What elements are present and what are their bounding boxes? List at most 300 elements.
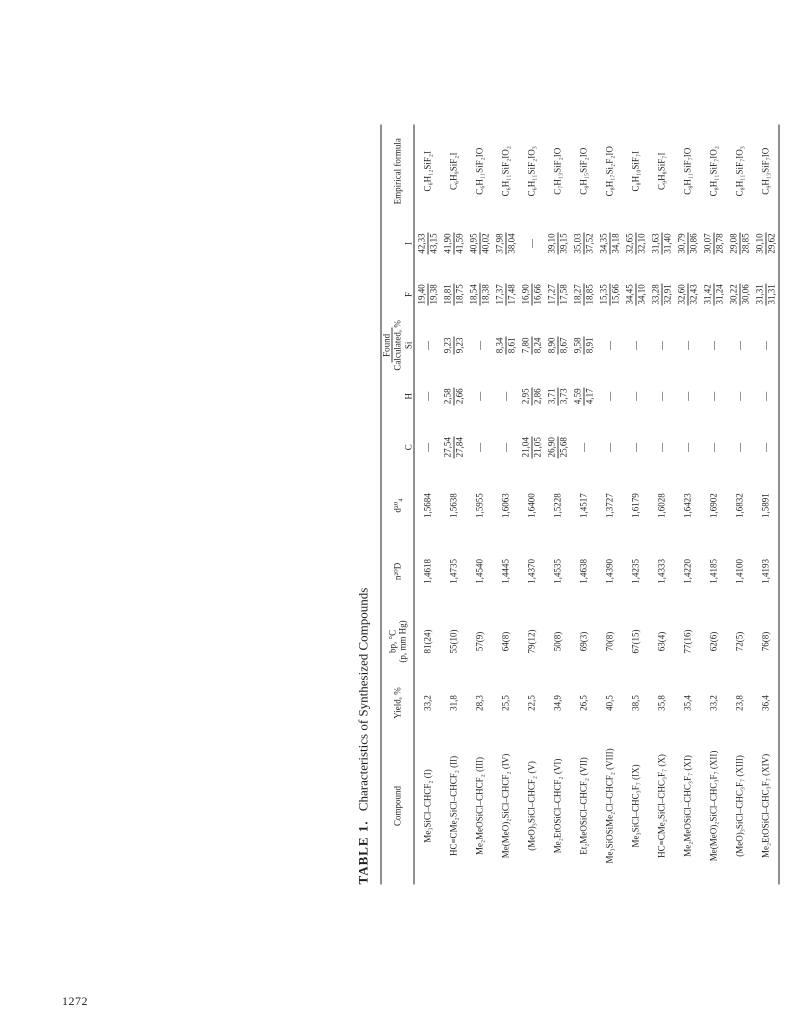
yield-cell: 34,9: [552, 695, 563, 711]
i-found-calculated: [625, 232, 647, 254]
f-found-value: 18,54: [468, 284, 479, 305]
formula-cell: C₆H₁₁SiF₂IO: [474, 147, 485, 195]
i-content-cell: [675, 218, 701, 269]
yield-cell: 33,2: [708, 695, 719, 711]
i-found-calculated: [469, 232, 491, 254]
c-content-cell: —: [708, 442, 719, 452]
header-calculated: Calculated: [392, 332, 403, 371]
h-content-cell: [545, 371, 571, 422]
si-content-cell: —: [708, 340, 719, 350]
f-content-cell: [623, 269, 649, 320]
f-content-cell: [467, 269, 493, 320]
bp-cell: 79(12): [526, 629, 537, 654]
i-calculated-value: 40,02: [480, 233, 491, 254]
i-content-cell: [753, 218, 780, 269]
i-found-calculated: [573, 232, 595, 254]
table-body: [414, 125, 779, 885]
f-found-calculated: [547, 283, 569, 305]
si-calculated-value: 8,61: [506, 337, 517, 354]
c-content-cell: —: [753, 422, 780, 473]
h-found-value: 2,58: [442, 388, 453, 405]
si-calculated-value: 8,24: [532, 337, 543, 354]
header-bp-pressure: (p, mm Hg): [397, 620, 408, 663]
f-found-calculated: [703, 283, 725, 305]
f-found-value: 16,90: [520, 284, 531, 305]
si-content-cell: [571, 320, 597, 371]
compound-cell: Me₃SiCl–CHCF₂ (I): [422, 769, 433, 843]
table-row: [597, 125, 623, 885]
header-i: I: [403, 218, 414, 269]
table-row: [545, 125, 571, 885]
i-found-value: 30,10: [754, 233, 765, 254]
si-content-cell: [519, 320, 545, 371]
i-found-value: 42,33: [416, 233, 427, 254]
f-found-calculated: [443, 283, 465, 305]
si-found-value: 9,58: [572, 337, 583, 354]
i-calculated-value: 30,86: [688, 233, 699, 254]
formula-cell: C₈H₁₁SiF₇IO: [682, 147, 693, 195]
h-calculated-value: 3,73: [558, 388, 569, 405]
refractive-index-cell: 1,4220: [682, 559, 693, 584]
density-cell: 1,4517: [578, 493, 589, 518]
density-cell: 1,5955: [474, 493, 485, 518]
formula-cell: C₆H₁₁SiF₂IO₂: [500, 146, 511, 197]
compound-cell: Et₂MeOSiCl–CHCF₂ (VII): [578, 757, 589, 855]
f-found-value: 34,45: [624, 284, 635, 305]
c-content-cell: —: [500, 442, 511, 452]
refractive-index-cell: 1,4100: [734, 559, 745, 584]
bp-cell: 76(8): [753, 604, 780, 678]
i-found-calculated: [599, 232, 621, 254]
i-content-cell: —: [526, 238, 537, 248]
i-found-calculated: [547, 232, 569, 254]
yield-cell: 36,4: [753, 679, 780, 728]
table-row: [649, 125, 675, 885]
i-found-value: 31,63: [650, 233, 661, 254]
c-content-cell: —: [656, 442, 667, 452]
header-found-calculated: [381, 218, 393, 473]
compound-cell: Me(MeO)₂SiCl–CHC₃F₇ (XII): [708, 750, 719, 862]
formula-cell: C₈H₁₀SiF₇I: [630, 150, 641, 192]
yield-cell: 28,3: [474, 695, 485, 711]
f-calculated-value: 17,58: [558, 284, 569, 305]
table-row: [623, 125, 649, 885]
f-content-cell: [701, 269, 727, 320]
si-found-value: 9,23: [442, 337, 453, 354]
yield-cell: 35,8: [656, 695, 667, 711]
c-found-calculated: [547, 436, 569, 458]
compound-cell: Me₂MeOSiCl–CHCF₂ (III): [474, 756, 485, 855]
si-found-value: 7,80: [520, 337, 531, 354]
table-row: [414, 125, 441, 885]
bp-cell: 57(9): [474, 631, 485, 652]
refractive-index-cell: 1,4535: [552, 559, 563, 584]
compound-cell: Me₂EtOSiCl–CHC₃F₇ (XIV): [753, 727, 780, 884]
f-found-calculated: [729, 283, 751, 305]
page-number: 1272: [62, 994, 88, 1008]
bp-cell: 70(8): [604, 631, 615, 652]
header-h: H: [403, 371, 414, 422]
f-found-value: 31,42: [702, 284, 713, 305]
formula-cell: C₉H₈SiF₇I: [656, 152, 667, 190]
i-found-calculated: [417, 232, 439, 254]
i-calculated-value: 28,85: [740, 233, 751, 254]
header-bp-label: bp, °C: [387, 629, 398, 653]
h-calculated-value: 2,86: [532, 388, 543, 405]
yield-cell: 25,5: [500, 695, 511, 711]
i-found-value: 30,07: [702, 233, 713, 254]
h-found-calculated: [443, 387, 465, 405]
i-calculated-value: 39,15: [558, 233, 569, 254]
si-content-cell: —: [474, 340, 485, 350]
si-content-cell: —: [734, 340, 745, 350]
bp-cell: 67(15): [630, 629, 641, 654]
table-row: [493, 125, 519, 885]
bp-cell: 81(24): [422, 629, 433, 654]
header-c: C: [403, 422, 414, 473]
formula-cell: C₆H₁₂SiF₂I: [422, 150, 433, 192]
i-content-cell: [727, 218, 753, 269]
bp-cell: 64(8): [500, 631, 511, 652]
i-found-value: 37,98: [494, 233, 505, 254]
si-calculated-value: 8,67: [558, 337, 569, 354]
c-content-cell: —: [734, 442, 745, 452]
i-calculated-value: 29,62: [766, 233, 777, 254]
table-row: [727, 125, 753, 885]
table-row: [467, 125, 493, 885]
i-found-value: 34,35: [598, 233, 609, 254]
formula-cell: C₉H₁₃SiF₇IO: [753, 125, 780, 219]
f-calculated-value: 17,48: [506, 284, 517, 305]
h-content-cell: —: [422, 391, 433, 401]
header-compound: Compound: [381, 727, 414, 884]
i-content-cell: [571, 218, 597, 269]
compound-cell: Me(MeO)₂SiCl–CHCF₂ (IV): [500, 753, 511, 859]
i-content-cell: [649, 218, 675, 269]
h-calculated-value: 4,17: [584, 388, 595, 405]
yield-cell: 38,5: [630, 695, 641, 711]
f-found-value: 30,22: [728, 284, 739, 305]
yield-cell: 33,2: [422, 695, 433, 711]
formula-cell: C₆H₉SiF₂I: [448, 152, 459, 190]
refractive-index-cell: 1,4185: [708, 559, 719, 584]
h-content-cell: [519, 371, 545, 422]
i-found-calculated: [755, 232, 777, 254]
i-calculated-value: 32,10: [636, 233, 647, 254]
f-content-cell: [597, 269, 623, 320]
header-refractive-index: n²⁰D: [381, 539, 414, 605]
f-calculated-value: 16,66: [532, 284, 543, 305]
si-content-cell: [545, 320, 571, 371]
compound-cell: (MeO)₃SiCl–CHCF₂ (V): [526, 761, 537, 851]
refractive-index-cell: 1,4370: [526, 559, 537, 584]
compound-cell: HC≡CMe₂SiCl–CHC₃F₇ (X): [656, 754, 667, 858]
f-found-calculated: [625, 283, 647, 305]
si-content-cell: —: [656, 340, 667, 350]
compound-cell: Me₂MeOSiCl–CHC₃F₇ (XI): [682, 755, 693, 857]
h-content-cell: —: [753, 371, 780, 422]
c-calculated-value: 27,84: [454, 437, 465, 458]
f-calculated-value: 18,38: [480, 284, 491, 305]
bp-cell: 77(16): [682, 629, 693, 654]
si-content-cell: —: [422, 340, 433, 350]
f-found-calculated: [521, 283, 543, 305]
density-cell: 1,5638: [448, 493, 459, 518]
f-found-calculated: [417, 283, 439, 305]
c-found-calculated: [443, 436, 465, 458]
f-found-value: 19,40: [416, 284, 427, 305]
si-found-calculated: [443, 336, 465, 354]
si-content-cell: —: [630, 340, 641, 350]
f-found-calculated: [495, 283, 517, 305]
density-cell: 1,6832: [734, 493, 745, 518]
i-calculated-value: 31,40: [662, 233, 673, 254]
bp-cell: 63(4): [656, 631, 667, 652]
f-found-calculated: [651, 283, 673, 305]
c-found-value: 27,54: [442, 437, 453, 458]
table-row: [701, 125, 727, 885]
density-cell: 1,6400: [526, 493, 537, 518]
si-content-cell: [493, 320, 519, 371]
formula-cell: C₈H₁₁SiF₇IO₂: [708, 146, 719, 197]
data-table: [381, 125, 780, 885]
h-content-cell: —: [708, 391, 719, 401]
f-found-value: 31,31: [754, 284, 765, 305]
density-cell: 1,6028: [656, 493, 667, 518]
formula-cell: C₈H₁₁SiF₇IO₃: [734, 146, 745, 197]
header-percent: , %: [392, 320, 403, 333]
f-calculated-value: 32,43: [688, 284, 699, 305]
f-calculated-value: 18,75: [454, 284, 465, 305]
i-found-calculated: [729, 232, 751, 254]
i-calculated-value: 41,59: [454, 233, 465, 254]
refractive-index-cell: 1,4445: [500, 559, 511, 584]
header-calculated-row: [393, 218, 403, 473]
c-found-calculated: [521, 436, 543, 458]
h-content-cell: —: [682, 391, 693, 401]
yield-cell: 22,5: [526, 695, 537, 711]
c-calculated-value: 21,05: [532, 437, 543, 458]
si-found-value: 8,90: [546, 337, 557, 354]
yield-cell: 26,5: [578, 695, 589, 711]
f-calculated-value: 31,24: [714, 284, 725, 305]
i-found-calculated: [495, 232, 517, 254]
f-calculated-value: 19,38: [428, 284, 439, 305]
refractive-index-cell: 1,4235: [630, 559, 641, 584]
f-calculated-value: 15,66: [610, 284, 621, 305]
c-content-cell: —: [474, 442, 485, 452]
h-found-value: 3,71: [546, 388, 557, 405]
c-content-cell: —: [578, 442, 589, 452]
f-content-cell: [493, 269, 519, 320]
i-found-value: 30,79: [676, 233, 687, 254]
i-content-cell: [623, 218, 649, 269]
i-content-cell: [467, 218, 493, 269]
f-found-calculated: [469, 283, 491, 305]
f-content-cell: [519, 269, 545, 320]
compound-cell: HC≡CMe₂SiCl–CHCF₂ (II): [448, 755, 459, 857]
table-row: [519, 125, 545, 885]
f-found-value: 32,60: [676, 284, 687, 305]
header-found: Found: [382, 328, 393, 363]
refractive-index-cell: 1,4540: [474, 559, 485, 584]
f-found-calculated: [599, 283, 621, 305]
f-calculated-value: 31,31: [766, 284, 777, 305]
i-found-calculated: [703, 232, 725, 254]
h-content-cell: —: [656, 391, 667, 401]
h-found-value: 4,59: [572, 388, 583, 405]
si-content-cell: —: [604, 340, 615, 350]
formula-cell: C₇H₁₃SiF₂IO: [552, 147, 563, 195]
si-found-calculated: [573, 336, 595, 354]
compound-cell: (MeO)₃SiCl–CHC₃F₇ (XIII): [734, 755, 745, 857]
header-density: d²⁰₄: [381, 473, 414, 539]
f-found-value: 18,27: [572, 284, 583, 305]
i-content-cell: [441, 218, 467, 269]
refractive-index-cell: 1,4333: [656, 559, 667, 584]
h-found-calculated: [547, 387, 569, 405]
density-cell: 1,6063: [500, 493, 511, 518]
h-calculated-value: 2,66: [454, 388, 465, 405]
density-cell: 1,5891: [753, 473, 780, 539]
c-content-cell: [519, 422, 545, 473]
yield-cell: 31,8: [448, 695, 459, 711]
i-content-cell: [701, 218, 727, 269]
si-found-calculated: [521, 336, 543, 354]
c-content-cell: [545, 422, 571, 473]
i-content-cell: [597, 218, 623, 269]
c-content-cell: —: [630, 442, 641, 452]
h-found-calculated: [521, 387, 543, 405]
si-calculated-value: 9,23: [454, 337, 465, 354]
yield-cell: 23,8: [734, 695, 745, 711]
i-found-value: 29,08: [728, 233, 739, 254]
f-calculated-value: 34,10: [636, 284, 647, 305]
h-content-cell: —: [500, 391, 511, 401]
si-found-calculated: [547, 336, 569, 354]
yield-cell: 35,4: [682, 695, 693, 711]
f-calculated-value: 18,85: [584, 284, 595, 305]
table-row: [441, 125, 467, 885]
header-yield: Yield, %: [381, 679, 414, 728]
formula-cell: C₈H₁₅SiF₂IO: [578, 147, 589, 195]
f-found-value: 15,35: [598, 284, 609, 305]
refractive-index-cell: 1,4193: [753, 539, 780, 605]
i-content-cell: [493, 218, 519, 269]
i-found-value: 39,10: [546, 233, 557, 254]
f-content-cell: [414, 269, 441, 320]
c-found-value: 26,90: [546, 437, 557, 458]
i-calculated-value: 43,15: [428, 233, 439, 254]
f-calculated-value: 32,91: [662, 284, 673, 305]
bp-cell: 72(5): [734, 631, 745, 652]
si-calculated-value: 8,91: [584, 337, 595, 354]
table-label: TABLE 1.: [355, 820, 371, 885]
c-content-cell: [441, 422, 467, 473]
c-found-value: 21,04: [520, 437, 531, 458]
i-found-calculated: [651, 232, 673, 254]
c-content-cell: —: [422, 442, 433, 452]
refractive-index-cell: 1,4638: [578, 559, 589, 584]
i-content-cell: [545, 218, 571, 269]
density-cell: 1,6423: [682, 493, 693, 518]
refractive-index-cell: 1,4618: [422, 559, 433, 584]
density-cell: 1,5684: [422, 493, 433, 518]
table-row: [571, 125, 597, 885]
i-content-cell: [414, 218, 441, 269]
density-cell: 1,3727: [604, 493, 615, 518]
c-calculated-value: 25,68: [558, 437, 569, 458]
i-found-value: 35,03: [572, 233, 583, 254]
i-found-calculated: [443, 232, 465, 254]
h-content-cell: —: [734, 391, 745, 401]
table-caption: [353, 588, 375, 885]
refractive-index-cell: 1,4390: [604, 559, 615, 584]
header-empirical-formula: Empirical formula: [381, 125, 414, 219]
f-calculated-value: 30,06: [740, 284, 751, 305]
f-content-cell: [545, 269, 571, 320]
refractive-index-cell: 1,4735: [448, 559, 459, 584]
h-content-cell: [571, 371, 597, 422]
header-bp: [381, 604, 414, 678]
formula-cell: C₆H₁₁SiF₂IO₃: [526, 146, 537, 197]
c-content-cell: —: [604, 442, 615, 452]
f-content-cell: [675, 269, 701, 320]
h-found-calculated: [573, 387, 595, 405]
i-found-value: 32,65: [624, 233, 635, 254]
si-content-cell: —: [753, 320, 780, 371]
f-found-calculated: [755, 283, 777, 305]
si-found-calculated: [495, 336, 517, 354]
h-content-cell: [441, 371, 467, 422]
f-content-cell: [649, 269, 675, 320]
i-found-value: 40,95: [468, 233, 479, 254]
h-content-cell: —: [630, 391, 641, 401]
table-row: [753, 125, 780, 885]
compound-cell: Me₃SiCl–CHC₃F₇ (IX): [630, 764, 641, 848]
si-found-value: 8,34: [494, 337, 505, 354]
rotated-table-block: [353, 125, 778, 885]
density-cell: 1,6179: [630, 493, 641, 518]
f-found-value: 18,81: [442, 284, 453, 305]
i-calculated-value: 37,52: [584, 233, 595, 254]
i-calculated-value: 38,04: [506, 233, 517, 254]
c-content-cell: —: [682, 442, 693, 452]
f-found-calculated: [677, 283, 699, 305]
i-found-calculated: [677, 232, 699, 254]
compound-cell: Me₃SiOSiMe₂Cl–CHCF₂ (VIII): [604, 748, 615, 864]
table-row: [675, 125, 701, 885]
f-content-cell: [441, 269, 467, 320]
bp-cell: 55(10): [448, 629, 459, 654]
i-calculated-value: 28,78: [714, 233, 725, 254]
si-content-cell: [441, 320, 467, 371]
bp-cell: 50(8): [552, 631, 563, 652]
h-content-cell: —: [474, 391, 485, 401]
table-title: Characteristics of Synthesized Compounds: [355, 587, 371, 812]
header-f: F: [403, 269, 414, 320]
h-content-cell: —: [604, 391, 615, 401]
yield-cell: 40,5: [604, 695, 615, 711]
f-found-calculated: [573, 283, 595, 305]
formula-cell: C₈H₁₇Si₂F₂IO: [604, 146, 615, 197]
f-found-value: 17,37: [494, 284, 505, 305]
i-calculated-value: 34,18: [610, 233, 621, 254]
header-si: Si: [403, 320, 414, 371]
i-found-value: 41,90: [442, 233, 453, 254]
f-content-cell: [571, 269, 597, 320]
density-cell: 1,6902: [708, 493, 719, 518]
